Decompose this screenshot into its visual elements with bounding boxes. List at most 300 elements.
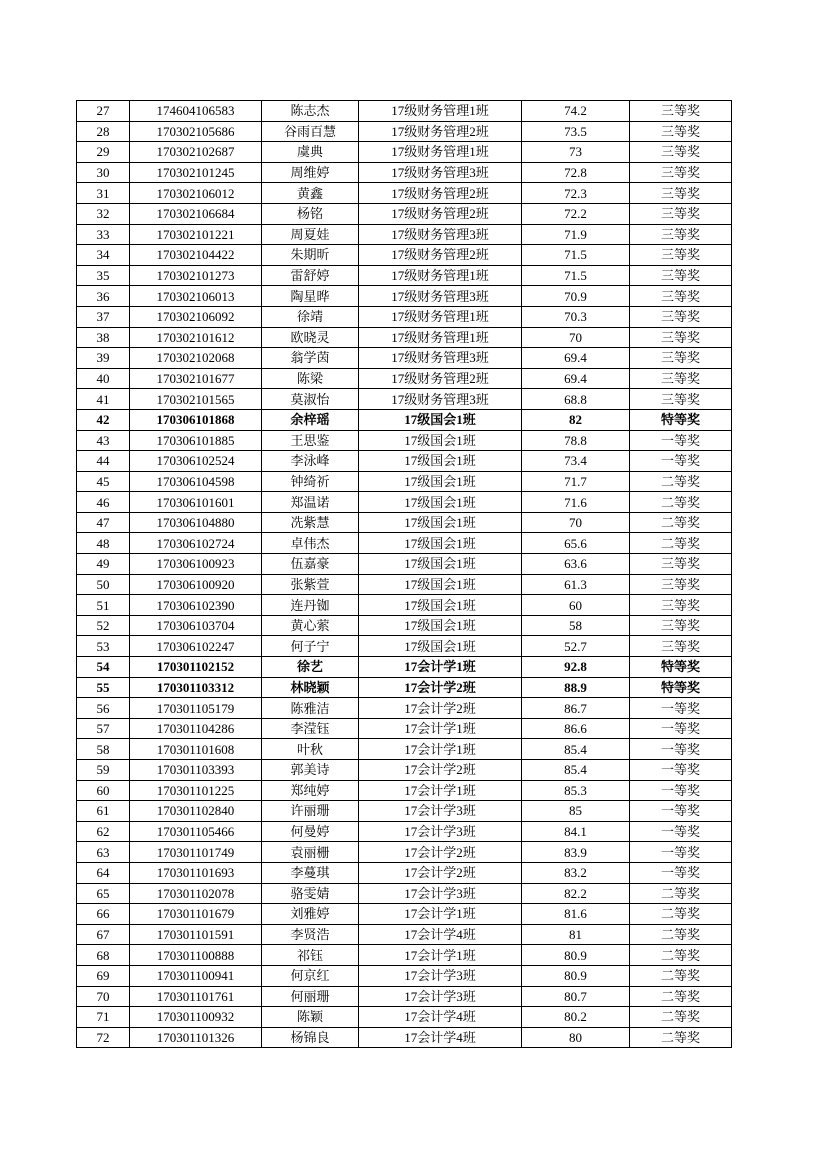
row-number-cell: 55 — [77, 677, 130, 698]
student-id-cell: 170306101868 — [130, 409, 262, 430]
student-id-cell: 170301104286 — [130, 718, 262, 739]
student-id-cell: 170302101221 — [130, 224, 262, 245]
class-name-cell: 17级财务管理3班 — [359, 224, 522, 245]
score-cell: 60 — [522, 595, 630, 616]
row-number-cell: 45 — [77, 471, 130, 492]
class-name-cell: 17级财务管理2班 — [359, 183, 522, 204]
table-row — [77, 1027, 732, 1048]
table-row — [77, 409, 732, 430]
student-id-cell: 170302101565 — [130, 389, 262, 410]
student-id-cell: 170302105686 — [130, 121, 262, 142]
class-name-cell: 17级财务管理1班 — [359, 142, 522, 163]
row-number-cell: 30 — [77, 162, 130, 183]
student-id-cell: 170306102524 — [130, 451, 262, 472]
class-name-cell: 17级财务管理2班 — [359, 121, 522, 142]
student-name-cell: 虞典 — [262, 142, 359, 163]
student-name-cell: 周维婷 — [262, 162, 359, 183]
student-name-cell: 卓伟杰 — [262, 533, 359, 554]
score-cell: 72.8 — [522, 162, 630, 183]
table-row — [77, 698, 732, 719]
table-row — [77, 904, 732, 925]
award-level-cell: 二等奖 — [630, 492, 732, 513]
class-name-cell: 17级财务管理1班 — [359, 265, 522, 286]
student-id-cell: 170301101225 — [130, 780, 262, 801]
score-cell: 70 — [522, 512, 630, 533]
table-row — [77, 389, 732, 410]
student-id-cell: 170306102247 — [130, 636, 262, 657]
award-level-cell: 三等奖 — [630, 245, 732, 266]
score-cell: 70.9 — [522, 286, 630, 307]
row-number-cell: 27 — [77, 101, 130, 122]
table-row — [77, 203, 732, 224]
student-name-cell: 祁钰 — [262, 945, 359, 966]
award-level-cell: 三等奖 — [630, 203, 732, 224]
class-name-cell: 17级国会1班 — [359, 409, 522, 430]
table-row — [77, 821, 732, 842]
class-name-cell: 17级国会1班 — [359, 512, 522, 533]
student-id-cell: 170302106684 — [130, 203, 262, 224]
score-cell: 81 — [522, 924, 630, 945]
student-name-cell: 雷舒婷 — [262, 265, 359, 286]
table-row — [77, 945, 732, 966]
table-row — [77, 368, 732, 389]
score-cell: 83.2 — [522, 862, 630, 883]
table-row — [77, 924, 732, 945]
student-name-cell: 黄鑫 — [262, 183, 359, 204]
table-row — [77, 451, 732, 472]
award-level-cell: 三等奖 — [630, 162, 732, 183]
class-name-cell: 17级财务管理2班 — [359, 368, 522, 389]
table-row — [77, 286, 732, 307]
student-id-cell: 170306103704 — [130, 615, 262, 636]
award-level-cell: 一等奖 — [630, 821, 732, 842]
score-cell: 80.9 — [522, 965, 630, 986]
row-number-cell: 65 — [77, 883, 130, 904]
award-level-cell: 二等奖 — [630, 945, 732, 966]
row-number-cell: 52 — [77, 615, 130, 636]
student-id-cell: 170306102724 — [130, 533, 262, 554]
score-cell: 83.9 — [522, 842, 630, 863]
award-level-cell: 二等奖 — [630, 924, 732, 945]
student-id-cell: 170301102840 — [130, 801, 262, 822]
award-level-cell: 三等奖 — [630, 636, 732, 657]
class-name-cell: 17会计学1班 — [359, 718, 522, 739]
award-level-cell: 三等奖 — [630, 121, 732, 142]
award-level-cell: 一等奖 — [630, 862, 732, 883]
table-row — [77, 265, 732, 286]
row-number-cell: 46 — [77, 492, 130, 513]
student-name-cell: 何曼婷 — [262, 821, 359, 842]
student-id-cell: 170302102068 — [130, 348, 262, 369]
class-name-cell: 17会计学1班 — [359, 739, 522, 760]
row-number-cell: 40 — [77, 368, 130, 389]
table-row — [77, 533, 732, 554]
student-id-cell: 170301100941 — [130, 965, 262, 986]
table-row — [77, 862, 732, 883]
student-id-cell: 170302101245 — [130, 162, 262, 183]
class-name-cell: 17级国会1班 — [359, 595, 522, 616]
table-row — [77, 595, 732, 616]
student-id-cell: 170302101273 — [130, 265, 262, 286]
student-id-cell: 170301101693 — [130, 862, 262, 883]
row-number-cell: 66 — [77, 904, 130, 925]
student-name-cell: 周夏娃 — [262, 224, 359, 245]
student-id-cell: 170301105466 — [130, 821, 262, 842]
student-name-cell: 王思鉴 — [262, 430, 359, 451]
student-name-cell: 欧晓灵 — [262, 327, 359, 348]
student-name-cell: 余梓瑶 — [262, 409, 359, 430]
award-level-cell: 一等奖 — [630, 430, 732, 451]
table-row — [77, 965, 732, 986]
student-name-cell: 郑温诺 — [262, 492, 359, 513]
score-cell: 73 — [522, 142, 630, 163]
table-row — [77, 183, 732, 204]
row-number-cell: 37 — [77, 306, 130, 327]
award-level-cell: 一等奖 — [630, 842, 732, 863]
award-level-cell: 三等奖 — [630, 306, 732, 327]
class-name-cell: 17级财务管理3班 — [359, 162, 522, 183]
class-name-cell: 17级国会1班 — [359, 430, 522, 451]
row-number-cell: 36 — [77, 286, 130, 307]
student-name-cell: 李滢钰 — [262, 718, 359, 739]
table-row — [77, 245, 732, 266]
class-name-cell: 17级国会1班 — [359, 471, 522, 492]
award-level-cell: 三等奖 — [630, 554, 732, 575]
row-number-cell: 63 — [77, 842, 130, 863]
student-id-cell: 170302102687 — [130, 142, 262, 163]
row-number-cell: 50 — [77, 574, 130, 595]
award-level-cell: 三等奖 — [630, 183, 732, 204]
row-number-cell: 61 — [77, 801, 130, 822]
award-level-cell: 三等奖 — [630, 265, 732, 286]
award-level-cell: 一等奖 — [630, 739, 732, 760]
row-number-cell: 29 — [77, 142, 130, 163]
class-name-cell: 17会计学3班 — [359, 883, 522, 904]
student-name-cell: 李泳峰 — [262, 451, 359, 472]
student-id-cell: 170301102152 — [130, 657, 262, 678]
award-level-cell: 二等奖 — [630, 533, 732, 554]
class-name-cell: 17级国会1班 — [359, 636, 522, 657]
student-name-cell: 杨铭 — [262, 203, 359, 224]
class-name-cell: 17会计学3班 — [359, 821, 522, 842]
row-number-cell: 62 — [77, 821, 130, 842]
student-id-cell: 170301101761 — [130, 986, 262, 1007]
award-level-cell: 三等奖 — [630, 327, 732, 348]
table-row — [77, 306, 732, 327]
row-number-cell: 43 — [77, 430, 130, 451]
table-row — [77, 739, 732, 760]
student-id-cell: 170306104880 — [130, 512, 262, 533]
student-name-cell: 骆雯婧 — [262, 883, 359, 904]
score-cell: 72.3 — [522, 183, 630, 204]
award-level-cell: 二等奖 — [630, 1027, 732, 1048]
award-level-cell: 三等奖 — [630, 574, 732, 595]
class-name-cell: 17会计学4班 — [359, 1027, 522, 1048]
table-row — [77, 430, 732, 451]
class-name-cell: 17会计学1班 — [359, 657, 522, 678]
award-level-cell: 特等奖 — [630, 657, 732, 678]
award-level-cell: 三等奖 — [630, 389, 732, 410]
table-row — [77, 801, 732, 822]
class-name-cell: 17级财务管理3班 — [359, 348, 522, 369]
score-cell: 78.8 — [522, 430, 630, 451]
award-level-cell: 一等奖 — [630, 718, 732, 739]
row-number-cell: 53 — [77, 636, 130, 657]
row-number-cell: 57 — [77, 718, 130, 739]
class-name-cell: 17会计学2班 — [359, 698, 522, 719]
score-cell: 85.4 — [522, 760, 630, 781]
row-number-cell: 59 — [77, 760, 130, 781]
award-level-cell: 特等奖 — [630, 677, 732, 698]
row-number-cell: 39 — [77, 348, 130, 369]
score-cell: 72.2 — [522, 203, 630, 224]
table-row — [77, 348, 732, 369]
class-name-cell: 17级国会1班 — [359, 533, 522, 554]
row-number-cell: 49 — [77, 554, 130, 575]
row-number-cell: 67 — [77, 924, 130, 945]
class-name-cell: 17级财务管理2班 — [359, 245, 522, 266]
row-number-cell: 69 — [77, 965, 130, 986]
class-name-cell: 17会计学2班 — [359, 677, 522, 698]
score-cell: 61.3 — [522, 574, 630, 595]
student-id-cell: 170301100888 — [130, 945, 262, 966]
score-cell: 81.6 — [522, 904, 630, 925]
student-name-cell: 伍嘉豪 — [262, 554, 359, 575]
row-number-cell: 70 — [77, 986, 130, 1007]
table-row — [77, 718, 732, 739]
student-id-cell: 170302106012 — [130, 183, 262, 204]
award-level-cell: 三等奖 — [630, 142, 732, 163]
table-row — [77, 471, 732, 492]
table-row — [77, 760, 732, 781]
student-name-cell: 冼紫慧 — [262, 512, 359, 533]
score-cell: 70 — [522, 327, 630, 348]
student-name-cell: 黄心萦 — [262, 615, 359, 636]
row-number-cell: 51 — [77, 595, 130, 616]
award-level-cell: 一等奖 — [630, 801, 732, 822]
student-id-cell: 170302101677 — [130, 368, 262, 389]
student-id-cell: 174604106583 — [130, 101, 262, 122]
class-name-cell: 17级国会1班 — [359, 492, 522, 513]
student-id-cell: 170301105179 — [130, 698, 262, 719]
class-name-cell: 17级财务管理3班 — [359, 389, 522, 410]
score-cell: 63.6 — [522, 554, 630, 575]
table-row — [77, 512, 732, 533]
row-number-cell: 54 — [77, 657, 130, 678]
award-level-cell: 一等奖 — [630, 698, 732, 719]
award-level-cell: 三等奖 — [630, 224, 732, 245]
student-name-cell: 莫淑怡 — [262, 389, 359, 410]
student-name-cell: 郑纯婷 — [262, 780, 359, 801]
table-row — [77, 780, 732, 801]
student-id-cell: 170301101679 — [130, 904, 262, 925]
student-name-cell: 翁学茵 — [262, 348, 359, 369]
award-level-cell: 三等奖 — [630, 595, 732, 616]
score-cell: 52.7 — [522, 636, 630, 657]
award-level-cell: 二等奖 — [630, 965, 732, 986]
award-level-cell: 一等奖 — [630, 451, 732, 472]
student-id-cell: 170301101326 — [130, 1027, 262, 1048]
score-cell: 65.6 — [522, 533, 630, 554]
score-cell: 70.3 — [522, 306, 630, 327]
table-row — [77, 842, 732, 863]
student-id-cell: 170306101601 — [130, 492, 262, 513]
class-name-cell: 17会计学4班 — [359, 1007, 522, 1028]
award-level-cell: 三等奖 — [630, 368, 732, 389]
student-id-cell: 170302104422 — [130, 245, 262, 266]
row-number-cell: 41 — [77, 389, 130, 410]
award-table-body — [77, 101, 732, 1048]
class-name-cell: 17级国会1班 — [359, 451, 522, 472]
student-name-cell: 刘雅婷 — [262, 904, 359, 925]
student-id-cell: 170302106092 — [130, 306, 262, 327]
class-name-cell: 17会计学1班 — [359, 945, 522, 966]
table-row — [77, 121, 732, 142]
table-row — [77, 327, 732, 348]
student-name-cell: 陈志杰 — [262, 101, 359, 122]
student-id-cell: 170301102078 — [130, 883, 262, 904]
student-name-cell: 林晓颖 — [262, 677, 359, 698]
score-cell: 74.2 — [522, 101, 630, 122]
row-number-cell: 28 — [77, 121, 130, 142]
row-number-cell: 44 — [77, 451, 130, 472]
score-cell: 80.9 — [522, 945, 630, 966]
student-id-cell: 170301100932 — [130, 1007, 262, 1028]
class-name-cell: 17级国会1班 — [359, 554, 522, 575]
table-row — [77, 883, 732, 904]
row-number-cell: 58 — [77, 739, 130, 760]
score-cell: 85.3 — [522, 780, 630, 801]
table-row — [77, 101, 732, 122]
student-id-cell: 170306102390 — [130, 595, 262, 616]
class-name-cell: 17级财务管理1班 — [359, 327, 522, 348]
row-number-cell: 34 — [77, 245, 130, 266]
student-id-cell: 170306100920 — [130, 574, 262, 595]
row-number-cell: 56 — [77, 698, 130, 719]
award-level-cell: 三等奖 — [630, 101, 732, 122]
class-name-cell: 17会计学1班 — [359, 780, 522, 801]
score-cell: 82 — [522, 409, 630, 430]
student-name-cell: 陈梁 — [262, 368, 359, 389]
score-cell: 73.4 — [522, 451, 630, 472]
score-cell: 68.8 — [522, 389, 630, 410]
student-name-cell: 李蔓琪 — [262, 862, 359, 883]
row-number-cell: 60 — [77, 780, 130, 801]
row-number-cell: 48 — [77, 533, 130, 554]
student-name-cell: 何京红 — [262, 965, 359, 986]
row-number-cell: 33 — [77, 224, 130, 245]
student-name-cell: 杨锦良 — [262, 1027, 359, 1048]
class-name-cell: 17会计学4班 — [359, 924, 522, 945]
award-level-cell: 特等奖 — [630, 409, 732, 430]
class-name-cell: 17会计学2班 — [359, 760, 522, 781]
class-name-cell: 17会计学3班 — [359, 801, 522, 822]
score-cell: 92.8 — [522, 657, 630, 678]
table-row — [77, 492, 732, 513]
student-name-cell: 朱期昕 — [262, 245, 359, 266]
score-cell: 73.5 — [522, 121, 630, 142]
score-cell: 86.7 — [522, 698, 630, 719]
award-level-cell: 三等奖 — [630, 286, 732, 307]
student-name-cell: 许丽珊 — [262, 801, 359, 822]
student-id-cell: 170301101749 — [130, 842, 262, 863]
row-number-cell: 68 — [77, 945, 130, 966]
student-name-cell: 张紫萱 — [262, 574, 359, 595]
student-id-cell: 170301103312 — [130, 677, 262, 698]
row-number-cell: 64 — [77, 862, 130, 883]
award-level-cell: 一等奖 — [630, 780, 732, 801]
award-level-cell: 三等奖 — [630, 348, 732, 369]
score-cell: 69.4 — [522, 368, 630, 389]
table-row — [77, 1007, 732, 1028]
table-row — [77, 615, 732, 636]
class-name-cell: 17会计学3班 — [359, 986, 522, 1007]
class-name-cell: 17级财务管理2班 — [359, 203, 522, 224]
student-name-cell: 郭美诗 — [262, 760, 359, 781]
student-name-cell: 陈雅洁 — [262, 698, 359, 719]
student-name-cell: 何子宁 — [262, 636, 359, 657]
table-row — [77, 677, 732, 698]
score-cell: 80.2 — [522, 1007, 630, 1028]
student-name-cell: 徐靖 — [262, 306, 359, 327]
score-cell: 71.7 — [522, 471, 630, 492]
student-name-cell: 何丽珊 — [262, 986, 359, 1007]
award-level-cell: 一等奖 — [630, 760, 732, 781]
class-name-cell: 17级国会1班 — [359, 574, 522, 595]
student-id-cell: 170302106013 — [130, 286, 262, 307]
class-name-cell: 17级国会1班 — [359, 615, 522, 636]
student-name-cell: 叶秋 — [262, 739, 359, 760]
award-level-cell: 三等奖 — [630, 615, 732, 636]
score-cell: 71.5 — [522, 245, 630, 266]
student-id-cell: 170306101885 — [130, 430, 262, 451]
award-level-cell: 二等奖 — [630, 471, 732, 492]
class-name-cell: 17级财务管理1班 — [359, 101, 522, 122]
award-level-cell: 二等奖 — [630, 883, 732, 904]
class-name-cell: 17会计学2班 — [359, 842, 522, 863]
score-cell: 85 — [522, 801, 630, 822]
score-cell: 82.2 — [522, 883, 630, 904]
student-name-cell: 陶星晔 — [262, 286, 359, 307]
table-row — [77, 554, 732, 575]
row-number-cell: 72 — [77, 1027, 130, 1048]
row-number-cell: 42 — [77, 409, 130, 430]
student-name-cell: 陈颖 — [262, 1007, 359, 1028]
score-cell: 86.6 — [522, 718, 630, 739]
award-level-cell: 二等奖 — [630, 986, 732, 1007]
score-cell: 88.9 — [522, 677, 630, 698]
student-id-cell: 170306100923 — [130, 554, 262, 575]
award-level-cell: 二等奖 — [630, 512, 732, 533]
table-row — [77, 986, 732, 1007]
table-row — [77, 636, 732, 657]
table-row — [77, 142, 732, 163]
class-name-cell: 17会计学3班 — [359, 965, 522, 986]
score-cell: 85.4 — [522, 739, 630, 760]
row-number-cell: 32 — [77, 203, 130, 224]
score-cell: 80.7 — [522, 986, 630, 1007]
score-cell: 58 — [522, 615, 630, 636]
score-cell: 80 — [522, 1027, 630, 1048]
row-number-cell: 71 — [77, 1007, 130, 1028]
student-name-cell: 李贤浩 — [262, 924, 359, 945]
score-cell: 71.6 — [522, 492, 630, 513]
table-row — [77, 657, 732, 678]
student-name-cell: 徐艺 — [262, 657, 359, 678]
table-row — [77, 224, 732, 245]
table-row — [77, 162, 732, 183]
student-id-cell: 170306104598 — [130, 471, 262, 492]
